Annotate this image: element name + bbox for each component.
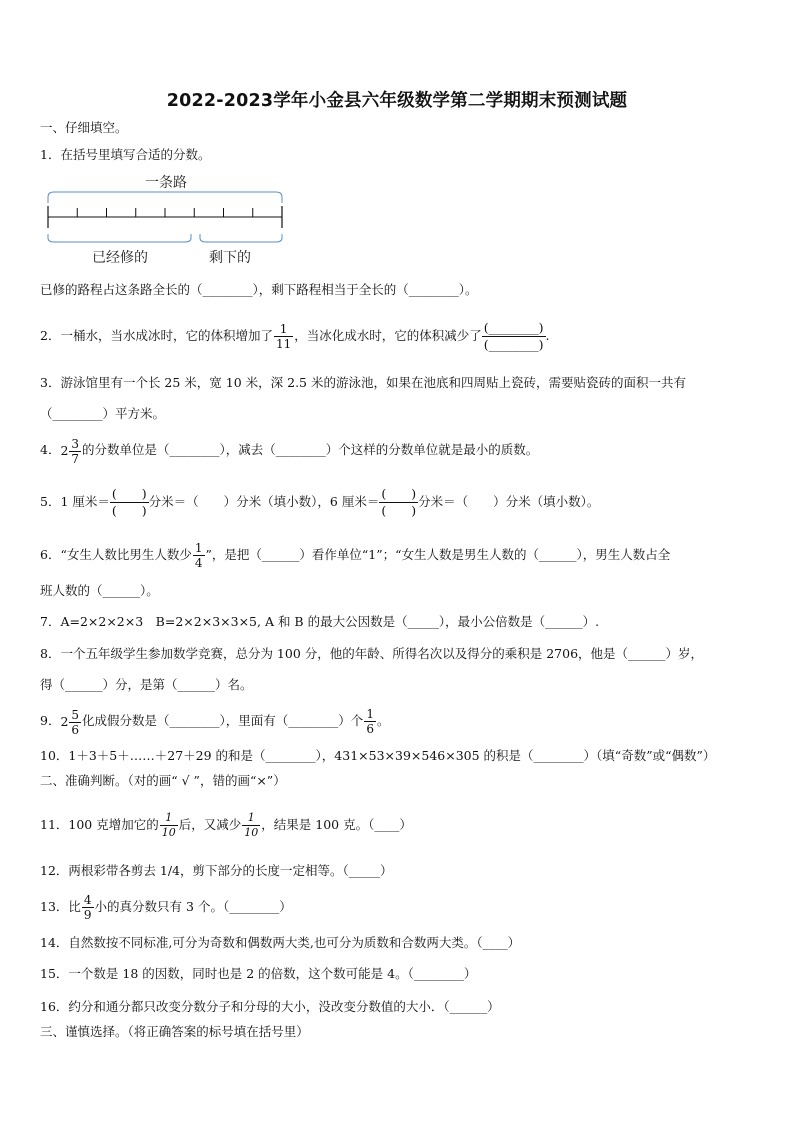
question-3-line-1: 3．游泳馆里有一个长 25 米，宽 10 米，深 2.5 米的游泳池，如果在池底和四周贴上瓷砖，需要贴瓷砖的面积一共有 <box>40 375 686 390</box>
q2-answer-num[interactable]: (________) <box>483 320 544 335</box>
question-6-line-2: 班人数的（______）。 <box>40 583 159 598</box>
section-heading-1: 一、仔细填空。 <box>40 120 128 135</box>
question-1-text: 已修的路程占这条路全长的（________），剩下路程相当于全长的（________）。 <box>40 282 478 297</box>
q11-fraction-1 <box>160 811 178 840</box>
question-6 <box>40 536 760 574</box>
question-7: 7．A=2×2×2×3 B=2×2×3×3×5, A 和 B 的最大公因数是（_____），最小公倍数是（______）. <box>40 614 600 629</box>
q2-answer-fraction <box>482 320 546 353</box>
q9-frac-den: 6 <box>71 722 80 737</box>
q9-fraction-2 <box>364 707 376 736</box>
q5-text-c: 分米＝（ ）分米（填小数）。 <box>418 494 600 509</box>
q13-text-a: 13．比 <box>40 899 81 914</box>
q4-mixed-number <box>60 432 82 470</box>
q2-fraction <box>274 322 293 351</box>
question-12: 12．两根彩带各剪去 1/4，剪下部分的长度一定相等。（_____） <box>40 863 393 878</box>
question-1-stem: 1．在括号里填写合适的分数。 <box>40 147 211 162</box>
remaining-brace <box>200 234 282 242</box>
question-14: 14．自然数按不同标准,可分为奇数和偶数两大类,也可分为质数和合数两大类。（____） <box>40 935 521 950</box>
q11-frac2-num: 1 <box>247 811 255 824</box>
q6-frac-num: 1 <box>194 541 203 555</box>
q9-frac2-den: 6 <box>366 722 374 736</box>
question-16: 16．约分和通分都只改变分数分子和分母的大小，没改变分数值的大小．（______） <box>40 999 500 1014</box>
q5-answer-fraction-1 <box>110 486 149 519</box>
q9-frac2-num: 1 <box>366 707 374 721</box>
q11-text-a: 11．100 克增加它的 <box>40 817 159 832</box>
question-9 <box>40 702 760 741</box>
q2-text-b: ，当冰化成水时，它的体积减少了 <box>294 328 482 343</box>
question-15: 15．一个数是 18 的因数，同时也是 2 的倍数，这个数可能是 4。（________） <box>40 966 477 981</box>
question-11 <box>40 804 760 846</box>
q2-frac-den: 11 <box>275 337 292 351</box>
q9-text-a: 9． <box>40 713 61 728</box>
q5-answer-den-2[interactable]: ( ) <box>381 503 417 518</box>
q2-text-a: 2．一桶水，当水成冰时，它的体积增加了 <box>40 328 273 343</box>
q2-frac-num: 1 <box>279 322 288 336</box>
q4-frac-num: 3 <box>71 436 80 451</box>
q9-text-b: 化成假分数是（________），里面有（________）个 <box>82 713 364 728</box>
q11-frac-num: 1 <box>165 811 173 824</box>
q6-text-a: 6．“女生人数比男生人数少 <box>40 547 192 562</box>
question-8-line-2: 得（______）分，是第（______）名。 <box>40 677 253 692</box>
q13-frac-den: 9 <box>83 908 92 922</box>
q11-frac-den: 10 <box>161 826 176 839</box>
question-10: 10．1＋3＋5＋……＋27＋29 的和是（________），431×53×39×546×305 的积是（________）（填“奇数”或“偶数”） <box>40 748 716 763</box>
q11-text-b: 后，又减少 <box>178 817 242 832</box>
diagram-right-label: 剩下的 <box>209 250 251 266</box>
q4-frac-den: 7 <box>71 451 80 466</box>
diagram-left-label: 已经修的 <box>92 250 148 266</box>
q4-text-a: 4． <box>40 442 61 457</box>
question-5 <box>40 480 760 524</box>
q6-fraction <box>193 541 205 570</box>
q5-answer-den-1[interactable]: ( ) <box>111 503 147 518</box>
q6-text-b: ”，是把（______）看作单位“1”；“女生人数是男生人数的（______），男生人数占全 <box>205 547 671 562</box>
question-4 <box>40 431 760 470</box>
q9-mixed-number <box>60 703 82 741</box>
q13-frac-num: 4 <box>83 893 92 907</box>
q9-text-c: 。 <box>376 713 390 728</box>
q11-frac2-den: 10 <box>244 826 259 839</box>
q11-fraction-2 <box>242 811 260 840</box>
q11-text-c: ，结果是 100 克。（____） <box>261 817 412 832</box>
q5-answer-fraction-2 <box>379 486 418 519</box>
q4-text-b: 的分数单位是（________），减去（________）个这样的分数单位就是最小的质数。 <box>82 442 539 457</box>
top-brace <box>48 192 282 203</box>
completed-brace <box>48 234 191 242</box>
road-diagram <box>40 170 300 245</box>
q9-frac-num: 5 <box>71 707 80 722</box>
question-2 <box>40 316 760 356</box>
question-13 <box>40 888 760 926</box>
page-title: 2022-2023学年小金县六年级数学第二学期期末预测试题 <box>166 91 628 111</box>
section-heading-3: 三、谨慎选择。（将正确答案的标号填在括号里） <box>40 1024 309 1039</box>
q9-whole: 2 <box>60 713 69 729</box>
q5-text-b: 分米＝（ ）分米（填小数），6 厘米＝ <box>148 494 380 509</box>
q2-text-c: . <box>545 328 550 343</box>
q13-fraction <box>82 893 94 922</box>
question-8-line-1: 8．一个五年级学生参加数学竞赛，总分为 100 分，他的年龄、所得名次以及得分的乘积是 2706，他是（______）岁， <box>40 646 704 661</box>
diagram-top-label: 一条路 <box>145 175 187 191</box>
section-heading-2: 二、准确判断。（对的画“ √ ”，错的画“×”） <box>40 773 286 788</box>
question-3-line-2: （________）平方米。 <box>40 406 166 421</box>
road-bar <box>48 206 282 228</box>
q4-fraction <box>69 437 81 466</box>
q9-fraction <box>69 708 81 737</box>
q2-answer-den[interactable]: (________) <box>483 337 544 352</box>
q5-text-a: 5．1 厘米＝ <box>40 494 110 509</box>
q5-answer-num-2[interactable]: ( ) <box>381 486 417 501</box>
q13-text-b: 小的真分数只有 3 个。（________） <box>94 899 292 914</box>
q5-answer-num-1[interactable]: ( ) <box>111 486 147 501</box>
q6-frac-den: 4 <box>194 556 203 570</box>
q4-whole: 2 <box>60 442 69 458</box>
